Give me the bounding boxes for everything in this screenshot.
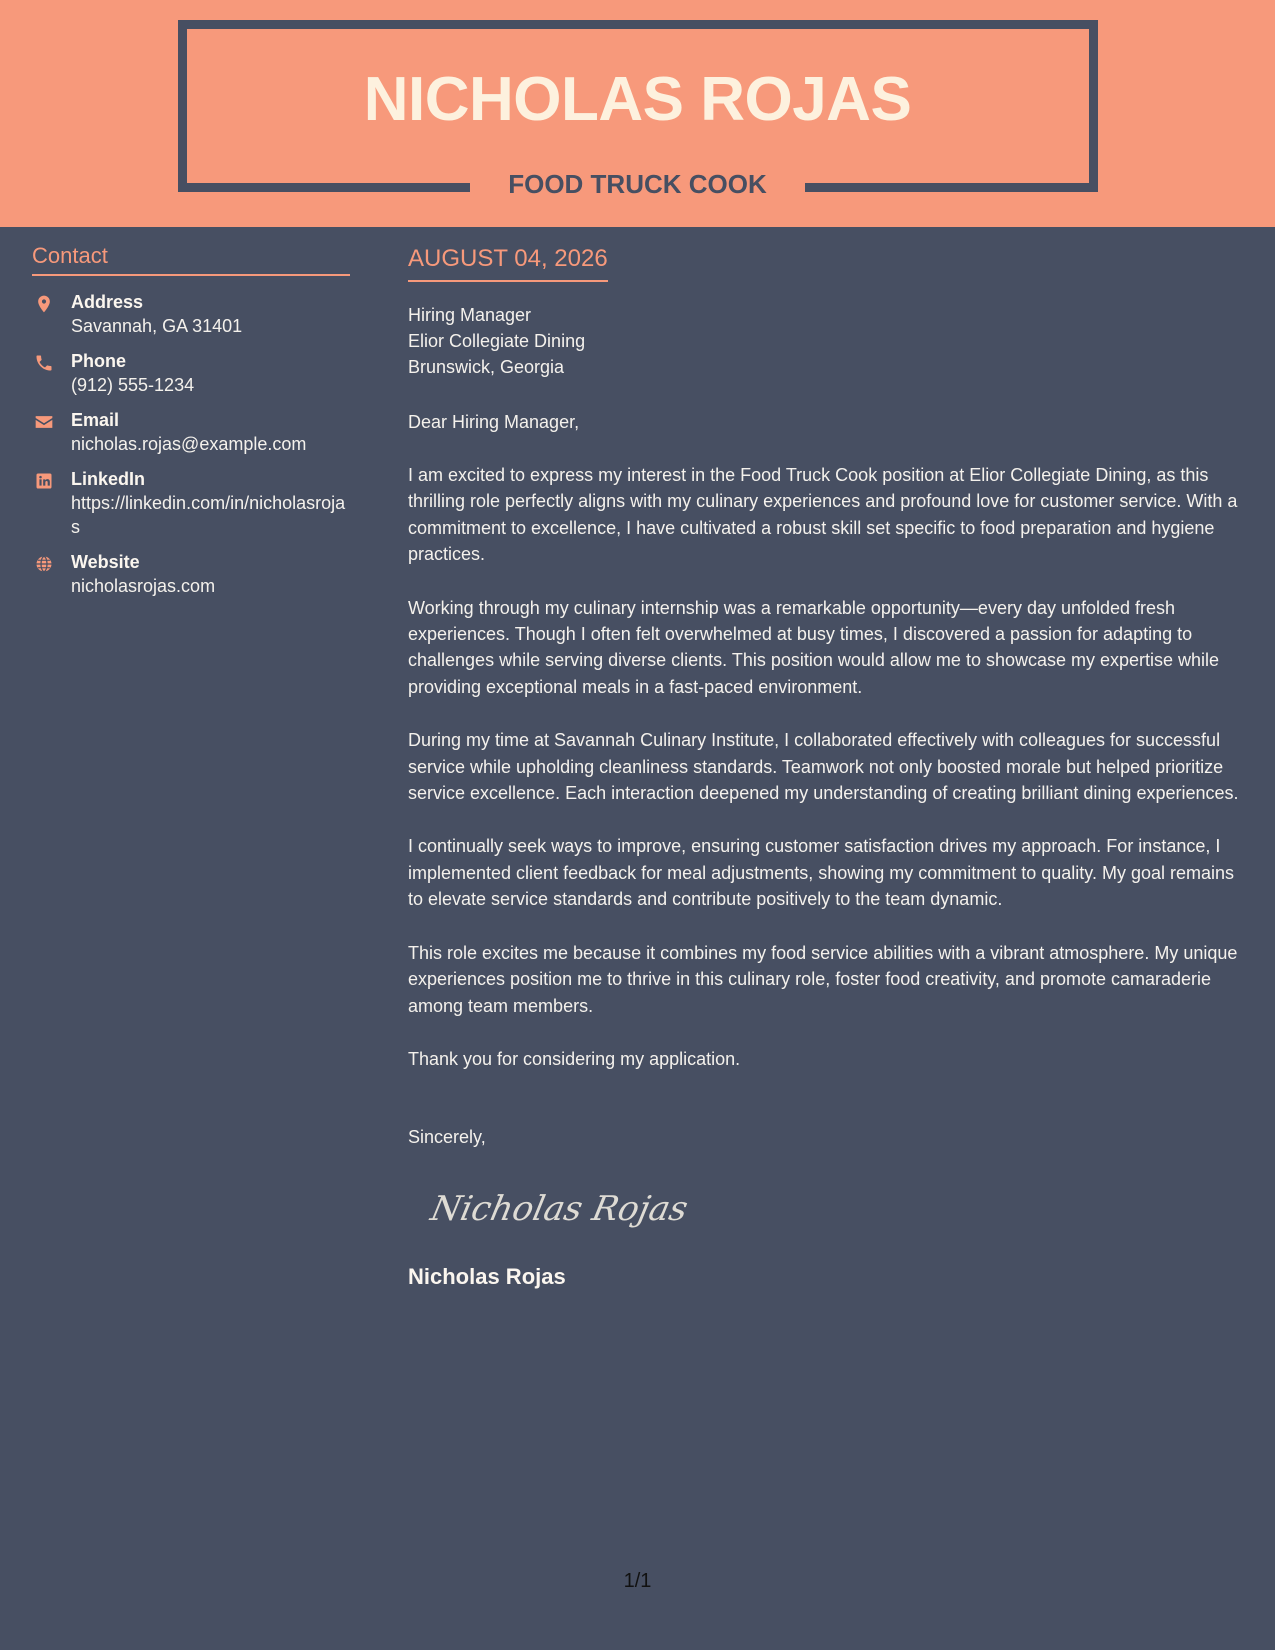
- contact-item-email: [32, 408, 350, 456]
- signer-name: Nicholas Rojas: [408, 1264, 566, 1290]
- globe-icon: [34, 554, 54, 574]
- closing: Sincerely,: [408, 1127, 486, 1148]
- recipient-line: Elior Collegiate Dining: [408, 331, 586, 351]
- letter-paragraph: I continually seek ways to improve, ensuring customer satisfaction drives my approach. For instance, I implemented client feedback for meal adjustments, showing my commitment to quality. My goal remains to elevate service standards and contribute positively to the team dynamic.: [408, 836, 1235, 910]
- recipient-line: Brunswick, Georgia: [408, 357, 565, 377]
- signature-text: Nicholas Rojas: [427, 1189, 692, 1230]
- salutation: Dear Hiring Manager,: [408, 412, 580, 432]
- contact-label-linkedin: LinkedIn: [71, 469, 146, 489]
- recipient-line: Hiring Manager: [408, 305, 532, 325]
- contact-value-phone: (912) 555-1234: [71, 375, 195, 395]
- contact-item-phone: [32, 349, 350, 397]
- contact-label-address: Address: [71, 292, 144, 312]
- job-title: FOOD TRUCK COOK: [470, 164, 805, 204]
- linkedin-icon: [34, 471, 54, 491]
- contact-sidebar: [32, 242, 350, 609]
- letter-paragraph: Working through my culinary internship was a remarkable opportunity—every day unfolded fresh experiences. Though I often felt overwhelmed at busy times, I discovered a passion for adapting to challenges while serving diverse clients. This position would allow me to showcase my expertise while providing exceptional meals in a fast-paced environment.: [408, 597, 1220, 697]
- contact-value-email: nicholas.rojas@example.com: [71, 434, 307, 454]
- letter-paragraph: Thank you for considering my application.: [408, 1048, 741, 1069]
- letter-body: [408, 244, 1250, 1292]
- contact-label-email: Email: [71, 410, 120, 430]
- contact-label-website: Website: [71, 552, 140, 572]
- map-pin-icon: [34, 294, 54, 314]
- envelope-icon: [34, 412, 54, 432]
- contact-value-address: Savannah, GA 31401: [71, 316, 243, 336]
- letter-paragraph: During my time at Savannah Culinary Institute, I collaborated effectively with colleagues for successful service while upholding cleanliness standards. Teamwork not only boosted morale but helped prioritize service excellence. Each interaction deepened my understanding of creating brilliant dining experiences.: [408, 730, 1239, 804]
- signature-image: [424, 1178, 692, 1238]
- contact-list: [32, 290, 350, 598]
- page-number: 1/1: [623, 1570, 652, 1592]
- applicant-name: NICHOLAS ROJAS: [363, 65, 912, 134]
- contact-value-website[interactable]: nicholasrojas.com: [71, 576, 216, 596]
- job-title-row: [0, 164, 1275, 204]
- contact-item-linkedin: [32, 467, 350, 539]
- phone-icon: [34, 353, 54, 373]
- contact-label-phone: Phone: [71, 351, 127, 371]
- contact-item-website: [32, 550, 350, 598]
- contact-item-address: [32, 290, 350, 338]
- letter-date: AUGUST 04, 2026: [408, 244, 608, 282]
- recipient-block: [408, 302, 1250, 380]
- contact-value-linkedin[interactable]: https://linkedin.com/in/nicholasrojas: [71, 493, 346, 537]
- letter-paragraph: I am excited to express my interest in the Food Truck Cook position at Elior Collegiate Dining, as this thrilling role perfectly aligns with my culinary experiences and profound love for customer service. With a commitment to excellence, I have cultivated a robust skill set specific to food preparation and hygiene practices.: [408, 465, 1238, 565]
- header-banner: [0, 0, 1275, 227]
- letter-paragraph: This role excites me because it combines my food service abilities with a vibrant atmosphere. My unique experiences position me to thrive in this culinary role, foster food creativity, and promote camaraderie among team members.: [408, 942, 1238, 1016]
- contact-section-title: Contact: [32, 242, 350, 276]
